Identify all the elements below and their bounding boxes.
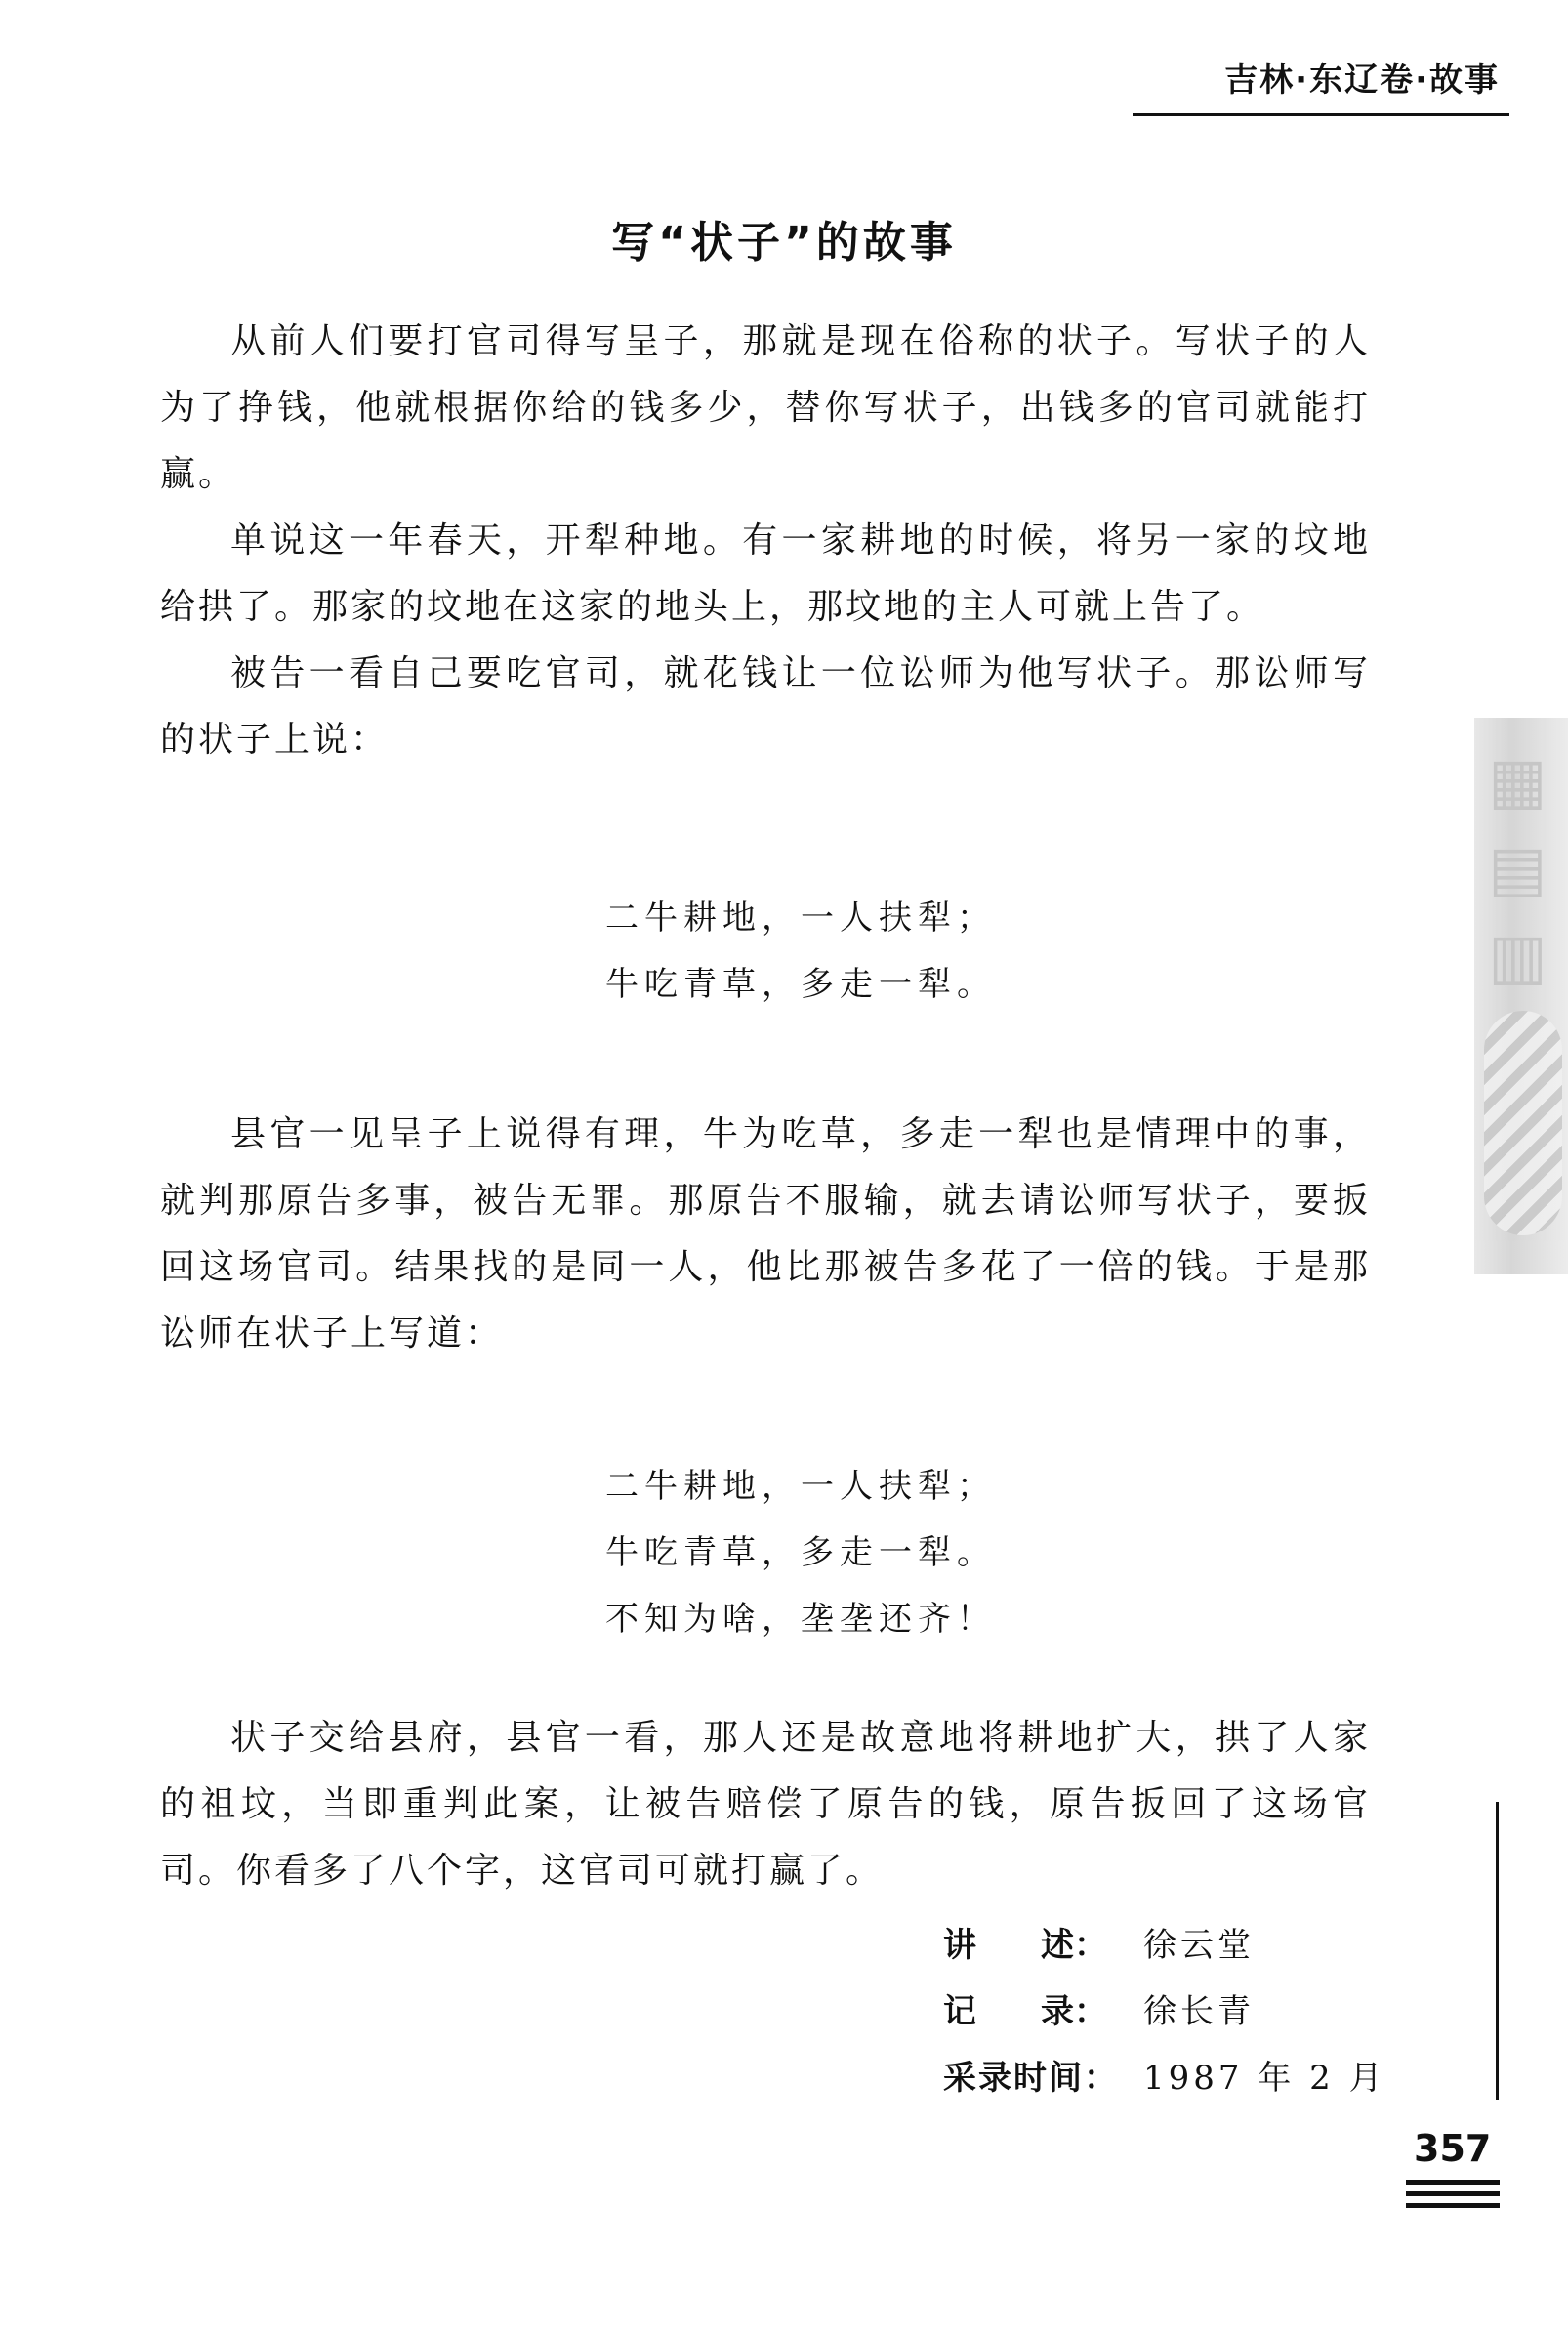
paragraph-4: 县官一见呈子上说得有理，牛为吃草，多走一犁也是情理中的事，就判那原告多事，被告无罪。那原告不服输，就去请讼师写状子，要扳回这场官司。结果找的是同一人，他比那被告多花了一倍的钱。于是那讼师在状子上写道： bbox=[160, 1114, 1371, 1354]
paragraph-3: 被告一看自己要吃官司，就花钱让一位讼师为他写状子。那讼师写的状子上说： bbox=[160, 653, 1371, 760]
narrator-label: 讲 述： bbox=[943, 1926, 1107, 1965]
paragraph-group-2 bbox=[160, 1102, 1371, 1367]
narrator-row bbox=[943, 1912, 1386, 1979]
narrator-name: 徐云堂 bbox=[1143, 1926, 1255, 1965]
footer-rules bbox=[1406, 2180, 1500, 2215]
date-row bbox=[943, 2045, 1386, 2111]
recorder-label: 记 录： bbox=[943, 1992, 1107, 2031]
margin-rule bbox=[1496, 1802, 1499, 2100]
verse-line: 二牛耕地，一人扶犁； bbox=[605, 898, 996, 938]
recorder-row bbox=[943, 1979, 1386, 2045]
paragraph-5: 状子交给县府，县官一看，那人还是故意地将耕地扩大，拱了人家的祖坟，当即重判此案，让被告赔偿了原告的钱，原告扳回了这场官司。你看多了八个字，这官司可就打赢了。 bbox=[160, 1718, 1371, 1891]
verse-line: 不知为啥，垄垄还齐！ bbox=[605, 1600, 996, 1639]
running-header: 吉林·东辽卷·故事 bbox=[1224, 61, 1500, 100]
credits-block bbox=[943, 1912, 1386, 2111]
recorder-name: 徐长青 bbox=[1143, 1992, 1255, 2031]
decorative-side-band bbox=[1474, 718, 1568, 1274]
paragraph-2: 单说这一年春天，开犁种地。有一家耕地的时候，将另一家的坟地给拱了。那家的坟地在这家的地头上，那坟地的主人可就上告了。 bbox=[160, 521, 1371, 627]
story-title: 写“状子”的故事 bbox=[611, 218, 957, 268]
verse-line: 二牛耕地，一人扶犁； bbox=[605, 1467, 996, 1506]
date-label: 采录时间： bbox=[943, 2059, 1119, 2098]
paragraph-group-3 bbox=[160, 1705, 1371, 1904]
decorative-pattern-icon: ▦ ▤ ▥ bbox=[1488, 745, 1547, 993]
paragraph-1: 从前人们要打官司得写呈子，那就是现在俗称的状子。写状子的人为了挣钱，他就根据你给的钱多少，替你写状子，出钱多的官司就能打赢。 bbox=[160, 321, 1371, 494]
verse-two bbox=[605, 1453, 1093, 1652]
paragraph-group-1 bbox=[160, 309, 1371, 773]
verse-one bbox=[605, 885, 1093, 1018]
verse-line: 牛吃青草，多走一犁。 bbox=[605, 1533, 996, 1572]
record-date: 1987 年 2 月 bbox=[1143, 2059, 1386, 2098]
decorative-swirl-icon bbox=[1484, 1011, 1562, 1235]
verse-line: 牛吃青草，多走一犁。 bbox=[605, 965, 996, 1004]
page-number: 357 bbox=[1414, 2127, 1492, 2170]
header-rule bbox=[1133, 113, 1509, 116]
